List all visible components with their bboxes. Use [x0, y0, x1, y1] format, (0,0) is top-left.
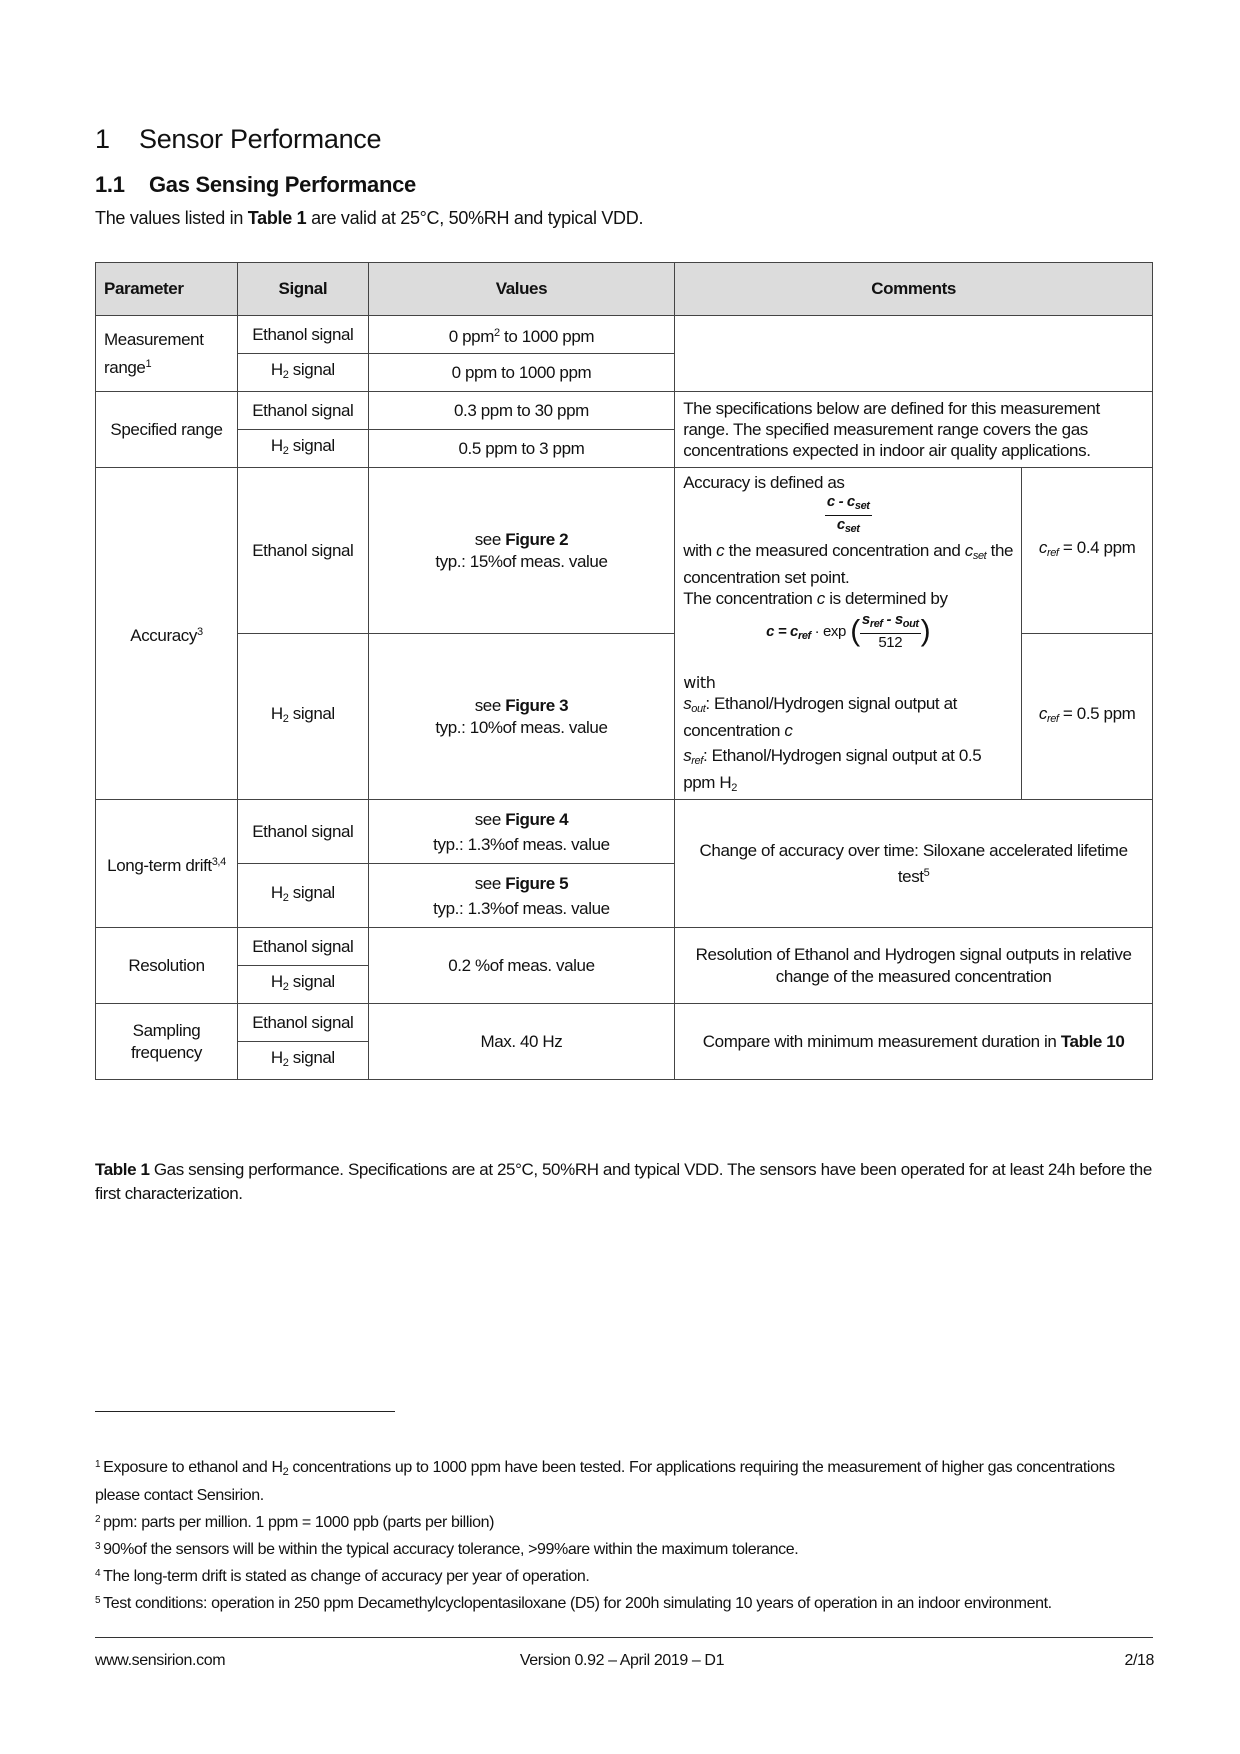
comment-specified-range: The specifications below are defined for this measurement range. The specified measurement range covers the gas concentrations expected in indoor air quality applications. — [675, 392, 1153, 468]
signal-h2: $H_2$ signal — [237, 864, 368, 928]
section-number: 1 — [95, 124, 110, 154]
subsection-heading — [95, 172, 416, 198]
comment-resolution: Resolution of Ethanol and Hydrogen signal outputs in relative change of the measured concentration — [675, 928, 1153, 1004]
comment-empty — [675, 316, 1153, 392]
concentration-formula: $c = c_{ref} \cdot \exp$ ( $\frac{s_{ref} - s_{out}}{512}$ ) — [766, 611, 931, 651]
sout-definition: $s_{out}$: Ethanol/Hydrogen signal output at concentration c — [683, 694, 957, 740]
header-values: Values — [368, 263, 675, 316]
with-c-text: with c the measured concentration and $c_{set}$ the concentration set point. — [683, 541, 1014, 587]
footnote: $^4$ The long-term drift is stated as change of accuracy per year of operation. — [95, 1568, 590, 1585]
footer-version: Version 0.92 – April 2019 – D1 — [519, 1652, 725, 1669]
figure-ref: Figure 5 — [505, 873, 569, 893]
determined-text: The concentration c is determined by — [683, 589, 948, 608]
cref-h2: $c_{ref} = 0.5$ ppm — [1022, 634, 1153, 800]
header-parameter: Parameter — [96, 263, 238, 316]
footnote-divider — [95, 1411, 395, 1412]
footnote: $^5$ Test conditions: operation in 250 ppm Decamethylcyclopentasiloxane (D5) for 200h simulating 10 years of operation in an indoor environment. — [95, 1595, 1052, 1612]
figure-ref: Figure 3 — [505, 695, 569, 715]
param-accuracy: Accuracy$^3$ — [96, 468, 238, 800]
accuracy-formula: $\frac{c - c_{set}}{c_{set}}$ — [826, 493, 870, 535]
param-resolution: Resolution — [96, 928, 238, 1004]
signal-ethanol: Ethanol signal — [237, 928, 368, 966]
table-row — [96, 316, 1153, 354]
table-row — [96, 468, 1153, 634]
param-measurement-range: Measurement range$^1$ — [96, 316, 238, 392]
value-cell: see Figure 5 typ.: 1.3%of meas. value — [368, 864, 675, 928]
gas-sensing-performance-table — [95, 262, 1153, 1080]
footnote: $^1$ Exposure to ethanol and $H_2$ concentrations up to 1000 ppm have been tested. For applications requiring the measurement of higher gas concentrations please contact Sensirion. — [95, 1459, 1115, 1504]
table-row — [96, 800, 1153, 864]
value-cell: see Figure 2 typ.: 15%of meas. value — [368, 468, 675, 634]
signal-ethanol: Ethanol signal — [237, 316, 368, 354]
intro-text: The values listed in Table 1 are valid at 25°C, 50%RH and typical VDD. — [95, 208, 644, 228]
param-long-term-drift: Long-term drift$^{3,4}$ — [96, 800, 238, 928]
value-cell: see Figure 3 typ.: 10%of meas. value — [368, 634, 675, 800]
signal-ethanol: Ethanol signal — [237, 392, 368, 430]
footnotes — [95, 1453, 1155, 1616]
signal-h2: $H_2$ signal — [237, 354, 368, 392]
value-cell: 0 ppm to 1000 ppm — [368, 354, 675, 392]
table-caption: Table 1 Gas sensing performance. Specifications are at 25°C, 50%RH and typical VDD. The sensors have been operated for at least 24h before the first characterization. — [95, 1160, 1152, 1203]
footer-divider — [95, 1637, 1153, 1638]
table-row — [96, 1004, 1153, 1042]
value-cell: Max. 40 Hz — [368, 1004, 675, 1080]
signal-ethanol: Ethanol signal — [237, 468, 368, 634]
section-heading — [95, 124, 381, 155]
value-cell: 0.3 ppm to 30 ppm — [368, 392, 675, 430]
signal-ethanol: Ethanol signal — [237, 800, 368, 864]
table-row — [96, 392, 1153, 430]
figure-ref: Figure 4 — [505, 809, 569, 829]
table-header-row — [96, 263, 1153, 316]
header-comments: Comments — [675, 263, 1153, 316]
signal-h2: $H_2$ signal — [237, 430, 368, 468]
comment-sampling: Compare with minimum measurement duration in Table 10 — [675, 1004, 1153, 1080]
section-title: Sensor Performance — [139, 124, 382, 154]
value-cell: see Figure 4 typ.: 1.3%of meas. value — [368, 800, 675, 864]
sref-definition: $s_{ref}$: Ethanol/Hydrogen signal output at 0.5 ppm $H_2$ — [683, 746, 982, 794]
signal-h2: $H_2$ signal — [237, 1042, 368, 1080]
cref-ethanol: $c_{ref} = 0.4$ ppm — [1022, 468, 1153, 634]
footer-website-link[interactable]: www.sensirion.com — [95, 1652, 226, 1669]
value-cell: 0.2 %of meas. value — [368, 928, 675, 1004]
value-cell: 0 ppm$^2$ to 1000 ppm — [368, 316, 675, 354]
table-ref-link: Table 10 — [1060, 1031, 1125, 1051]
footnote: $^2$ ppm: parts per million. 1 ppm = 1000 ppb (parts per billion) — [95, 1514, 495, 1531]
comment-accuracy-definition — [675, 468, 1022, 800]
param-sampling-frequency: Sampling frequency — [96, 1004, 238, 1080]
table-row — [96, 928, 1153, 966]
value-cell: 0.5 ppm to 3 ppm — [368, 430, 675, 468]
subsection-title: Gas Sensing Performance — [149, 172, 416, 197]
footer-page-number: 2/18 — [1124, 1652, 1154, 1669]
comment-drift: Change of accuracy over time: Siloxane accelerated lifetime test$^5$ — [675, 800, 1153, 928]
signal-h2: $H_2$ signal — [237, 634, 368, 800]
accuracy-defined-as: Accuracy is defined as — [683, 473, 845, 492]
figure-ref: Figure 2 — [505, 529, 569, 549]
table-ref-link: Table 1 — [247, 208, 307, 228]
signal-ethanol: Ethanol signal — [237, 1004, 368, 1042]
subsection-number: 1.1 — [95, 172, 125, 197]
header-signal: Signal — [237, 263, 368, 316]
with-label: with — [683, 673, 716, 692]
param-specified-range: Specified range — [96, 392, 238, 468]
signal-h2: $H_2$ signal — [237, 966, 368, 1004]
footnote: $^3$ 90%of the sensors will be within the typical accuracy tolerance, >99%are within the maximum tolerance. — [95, 1541, 799, 1558]
